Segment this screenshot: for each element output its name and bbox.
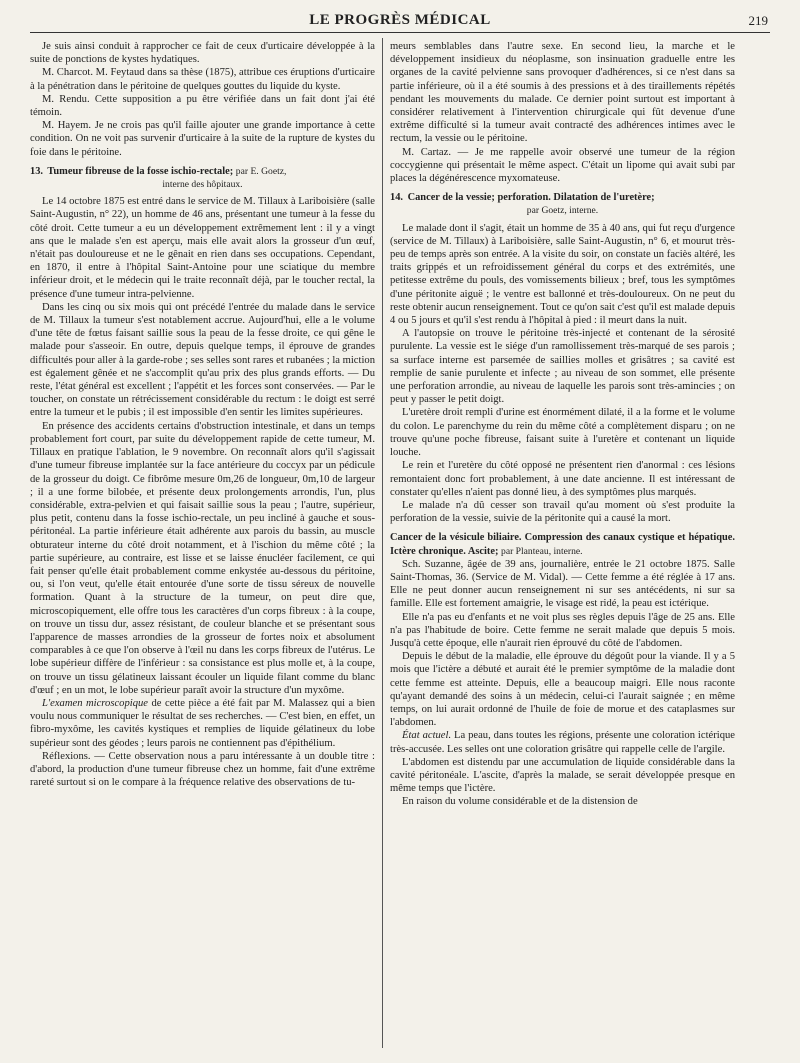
section-title: Cancer de la vessie; perforation. Dilatation de l'uretère; xyxy=(407,192,655,204)
paragraph: M. Cartaz. — Je me rappelle avoir observé une tumeur de la région coccygienne qui présentait le même aspect. C'était un lipome qui avait subi par places la dégénérescence myxomateuse. xyxy=(390,146,735,185)
paragraph: En raison du volume considérable et de la distension de xyxy=(402,796,638,808)
section-number: 13. xyxy=(30,165,43,177)
paragraph xyxy=(390,729,735,755)
paragraph: Elle n'a pas eu d'enfants et ne voit plus ses règles depuis l'âge de 25 ans. Elle n'a pas l'habitude de boire. Cette femme ne serait malade que depuis 5 mois. Jusqu'à cette époque, elle n'aurait rien éprouvé du côté de l'abdomen. xyxy=(390,611,735,649)
section-author: par Planteau, interne. xyxy=(501,545,583,557)
section-title: Tumeur fibreuse de la fosse ischio-rectale; xyxy=(47,165,234,177)
paragraph xyxy=(30,697,375,750)
page-header xyxy=(30,10,770,33)
paragraph: Réflexions. — Cette observation nous a paru intéressante à un double titre : d'abord, la production d'une tumeur fibreuse chez un homme, fait d'une extrême rareté surtout si on le compare à la fréquence relative des observations de tu- xyxy=(30,750,375,789)
column-divider xyxy=(382,38,383,1048)
paragraph: Sch. Suzanne, âgée de 39 ans, journalière, entrée le 21 octobre 1875. Salle Saint-Thomas, 36. (Service de M. Vidal). — Cette femme a été réglée à 17 ans. Elle ne peut donner aucun renseignement ni sur ses antécédents, ni sur sa famille. Elle est fortement amaigrie, le visage est ridé, la peau est ictérique. xyxy=(390,558,735,610)
paragraph: M. Hayem. Je ne crois pas qu'il faille ajouter une grande importance à cette condition. On ne voit pas survenir d'urticaire à la suite de la rupture de kystes du foie dans le péritoine. xyxy=(30,120,375,158)
italic-lead: L'examen microscopique xyxy=(42,697,148,709)
paragraph: M. Rendu. Cette supposition a pu être vérifiée dans un fait dont j'ai été témoin. xyxy=(30,93,375,119)
paragraph: Dans les cinq ou six mois qui ont précédé l'entrée du malade dans le service de M. Tillaux la tumeur s'est notablement accrue. Aujourd'hui, elle a le volume d'une tête de fœtus faisant saillie sous la peau de la fesse droite, ce qui gêne le malade pour s'asseoir. En outre, depuis quelque temps, il éprouve de grandes difficultés pour aller à la garde-robe ; ses selles sont rares et rubanées ; la miction est également gênée et ne s'accomplit qu'au prix des plus grands efforts. — Du reste, l'état général est excellent ; l'appétit et les forces sont conservées. — Par le toucher, on constate un rétrécissement considérable du rectum : le doigt est serré entre la tumeur et le pubis ; il est impossible d'en sentir les limites supérieures. xyxy=(30,301,375,419)
paragraph: L'abdomen est distendu par une accumulation de liquide considérable dans la cavité péritonéale. L'ascite, d'après la malade, se serait développée presque en même temps que l'ictère. xyxy=(390,756,735,795)
right-column xyxy=(390,40,735,809)
author-affiliation: interne des hôpitaux. xyxy=(162,179,243,191)
paragraph-text: La peau, dans toutes les régions, présente une coloration ictérique très-accusée. Les selles ont une coloration grisâtre qui rappelle celle de l'argile. xyxy=(390,730,735,755)
paragraph: Le 14 octobre 1875 est entré dans le service de M. Tillaux à Lariboisière (salle Saint-Augustin, n° 22), un homme de 46 ans, présentant une tumeur à la fesse du côté droit. Cette tumeur a eu un développement extrêmement lent : il y a vingt ans que le malade s'en est aperçu, mais elle avait alors la grosseur d'un œuf, n'était pas douloureuse et ne le gênait en rien dans ses occupations. Cependant, en 1870, il entre à l'hôpital Saint-Antoine pour une sciatique du membre inférieur droit, et le médecin qui le traite reconnaît déjà, par le toucher rectal, la présence d'une tumeur intra-pelvienne. xyxy=(30,196,375,300)
section-title: Cancer de la vésicule biliaire. Compression des canaux cystique et hépatique. Ictère chronique. Ascite; xyxy=(390,532,735,557)
running-title: LE PROGRÈS MÉDICAL xyxy=(309,12,491,28)
paragraph: Je suis ainsi conduit à rapprocher ce fait de ceux d'urticaire développée à la suite de ponctions de kystes hydatiques. xyxy=(30,41,375,66)
italic-lead: État actuel. xyxy=(402,730,452,742)
section-heading xyxy=(390,191,735,204)
paragraph: M. Charcot. M. Feytaud dans sa thèse (1875), attribue ces éruptions d'urticaire à la pénétration dans le péritoine de quelques gouttes du liquide du kyste. xyxy=(30,67,375,92)
section-heading xyxy=(390,531,735,557)
paragraph: En présence des accidents certains d'obstruction intestinale, et dans un temps probablement fort court, par suite du développement rapide de cette tumeur, M. Tillaux en pratique l'ablation, le 9 novembre. On reconnaît alors qu'il s'agissait d'une tumeur fibreuse implantée sur la face antérieure du coccyx par un pédicule de la grosseur du doigt. Ce fibrôme mesure 0m,26 de longueur, 0m,10 de largeur ; il a une forme bilobée, et présente deux prolongements arrondis, l'un, plus considérable, extra-pelvien et qui faisait saillie sous la peau ; l'autre, supérieur, plus petit, contenu dans la fosse ischio-rectale, un peu incliné à gauche et sous-péritonéal. La partie inférieure était adhérente aux parois du bassin, au muscle obturateur interne du côté droit notamment, et à l'ischion du même côté ; la partie supérieure, au contraire, est lisse et se laisse énucléer facilement, ce qui fait penser qu'elle était probablement comme enkystée au-dessous du péritoine, ou, si l'on veut, qu'elle était entourée d'une sorte de tissu séreux de nouvelle formation. Quant à la structure de la tumeur, on peut dire que, microscopiquement, elle offre tous les caractères d'un corps fibreux : à la coupe, on trouve un tissu dur, assez résistant, de couleur blanche et se présentant sous l'apparence de masses arrondies de la grosseur de fortes noix et absolument comparables à ce que l'on observe à l'œil nu dans les corps fibreux de l'utérus. Le lobe supérieur diffère de l'inférieur : sa consistance est plus molle et, à la coupe, on trouve un tissu gélatineux laissant écouler un liquide filant comme du blanc d'œuf ; en un mot, le lobe supérieur paraît avoir la structure d'un myxôme. xyxy=(30,420,375,696)
paragraph: Depuis le début de la maladie, elle éprouve du dégoût pour la viande. Il y a 5 mois que l'ictère a débuté et aurait été le premier symptôme de la maladie dont cette femme est atteinte. Depuis, elle a beaucoup maigri. Elle nous raconte qu'ayant demandé des soins à un médecin, celui-ci l'aurait saignée ; en même temps, on lui aurait ordonné de l'huile de foie de morue et des cataplasmes sur l'abdomen. xyxy=(390,651,735,729)
section-heading xyxy=(30,165,375,178)
paragraph: Le malade dont il s'agit, était un homme de 35 à 40 ans, qui fut reçu d'urgence (service de M. Tillaux) à Lariboisière, salle Saint-Augustin, n° 6, et mourut très-peu de temps après son entrée. A la visite du soir, on constate un faciès altéré, les traits grippés et un refroidissement général du corps et des extrémités, une petitesse extrême du pouls, des vomissements bilieux ; bref, tous les symptômes d'une péritonite aiguë ; le ventre est ballonné et très-douloureux. On ne peut du reste obtenir aucun renseignement. Tout ce qu'on sait c'est qu'il est malade depuis 4 ou 5 jours et qu'il s'est rendu à l'hôpital à pied : il meurt dans la nuit. xyxy=(390,222,735,327)
section-author: par Goetz, interne. xyxy=(526,205,599,217)
paragraph: L'uretère droit rempli d'urine est énormément dilaté, il a la forme et le volume du colon. Le parenchyme du rein du même côté a complètement disparu ; on ne trouve qu'une poche fibreuse, faisant suite à l'uretère et contenant un liquide louche. xyxy=(390,407,735,459)
paragraph-text: de cette pièce a été fait par M. Malassez qui a bien voulu nous communiquer le résultat de ses recherches. — C'est bien, en effet, un fibro-myxôme, les cavités kystiques et remplies de liquide gélatineux du lobe supérieur sont des géodes ; leurs parois ne contiennent pas d'épithélium. xyxy=(30,697,375,749)
page-number: 219 xyxy=(748,13,768,28)
paragraph: meurs semblables dans l'autre sexe. En second lieu, la marche et le développement insidieux du néoplasme, son insinuation graduelle entre les organes de la cavité pelvienne sans provoquer d'adhérences, si ce n'est dans sa partie inférieure, où il a été soumis à des pressions et à des tiraillements répétés pendant les mouvements du malade. Ce dernier point surtout est important à considérer relativement à l'intervention chirurgicale qui fût devenue d'une extrême difficulté si la tumeur avait contracté des adhérences intimes avec le rectum, la vessie ou le péritoine. xyxy=(390,41,735,145)
paragraph: Le rein et l'uretère du côté opposé ne présentent rien d'anormal : ces lésions remontaient donc fort probablement, à une date ancienne. Il est intéressant de constater qu'elles n'aient pas donné lieu, à des symptômes plus marqués. xyxy=(390,460,735,498)
paragraph: Le malade n'a dû cesser son travail qu'au moment où s'est produite la perforation de la vessie, suivie de la péritonite qui a causé la mort. xyxy=(390,499,735,525)
paragraph: A l'autopsie on trouve le péritoine très-injecté et contenant de la sérosité purulente. La vessie est le siége d'un ramollissement très-marqué de ses parois ; sa surface interne est parsemée de saillies molles et grisâtres ; sa cavité est remplie de sanie purulente et infecte ; au niveau de son sommet, elle présente une perforation arrondie, au niveau de laquelle les parois sont très-amincies ; on peut y passer le petit doigt. xyxy=(390,328,735,406)
section-number: 14. xyxy=(390,192,403,204)
left-column xyxy=(30,40,375,789)
section-author: par E. Goetz, xyxy=(235,165,287,177)
